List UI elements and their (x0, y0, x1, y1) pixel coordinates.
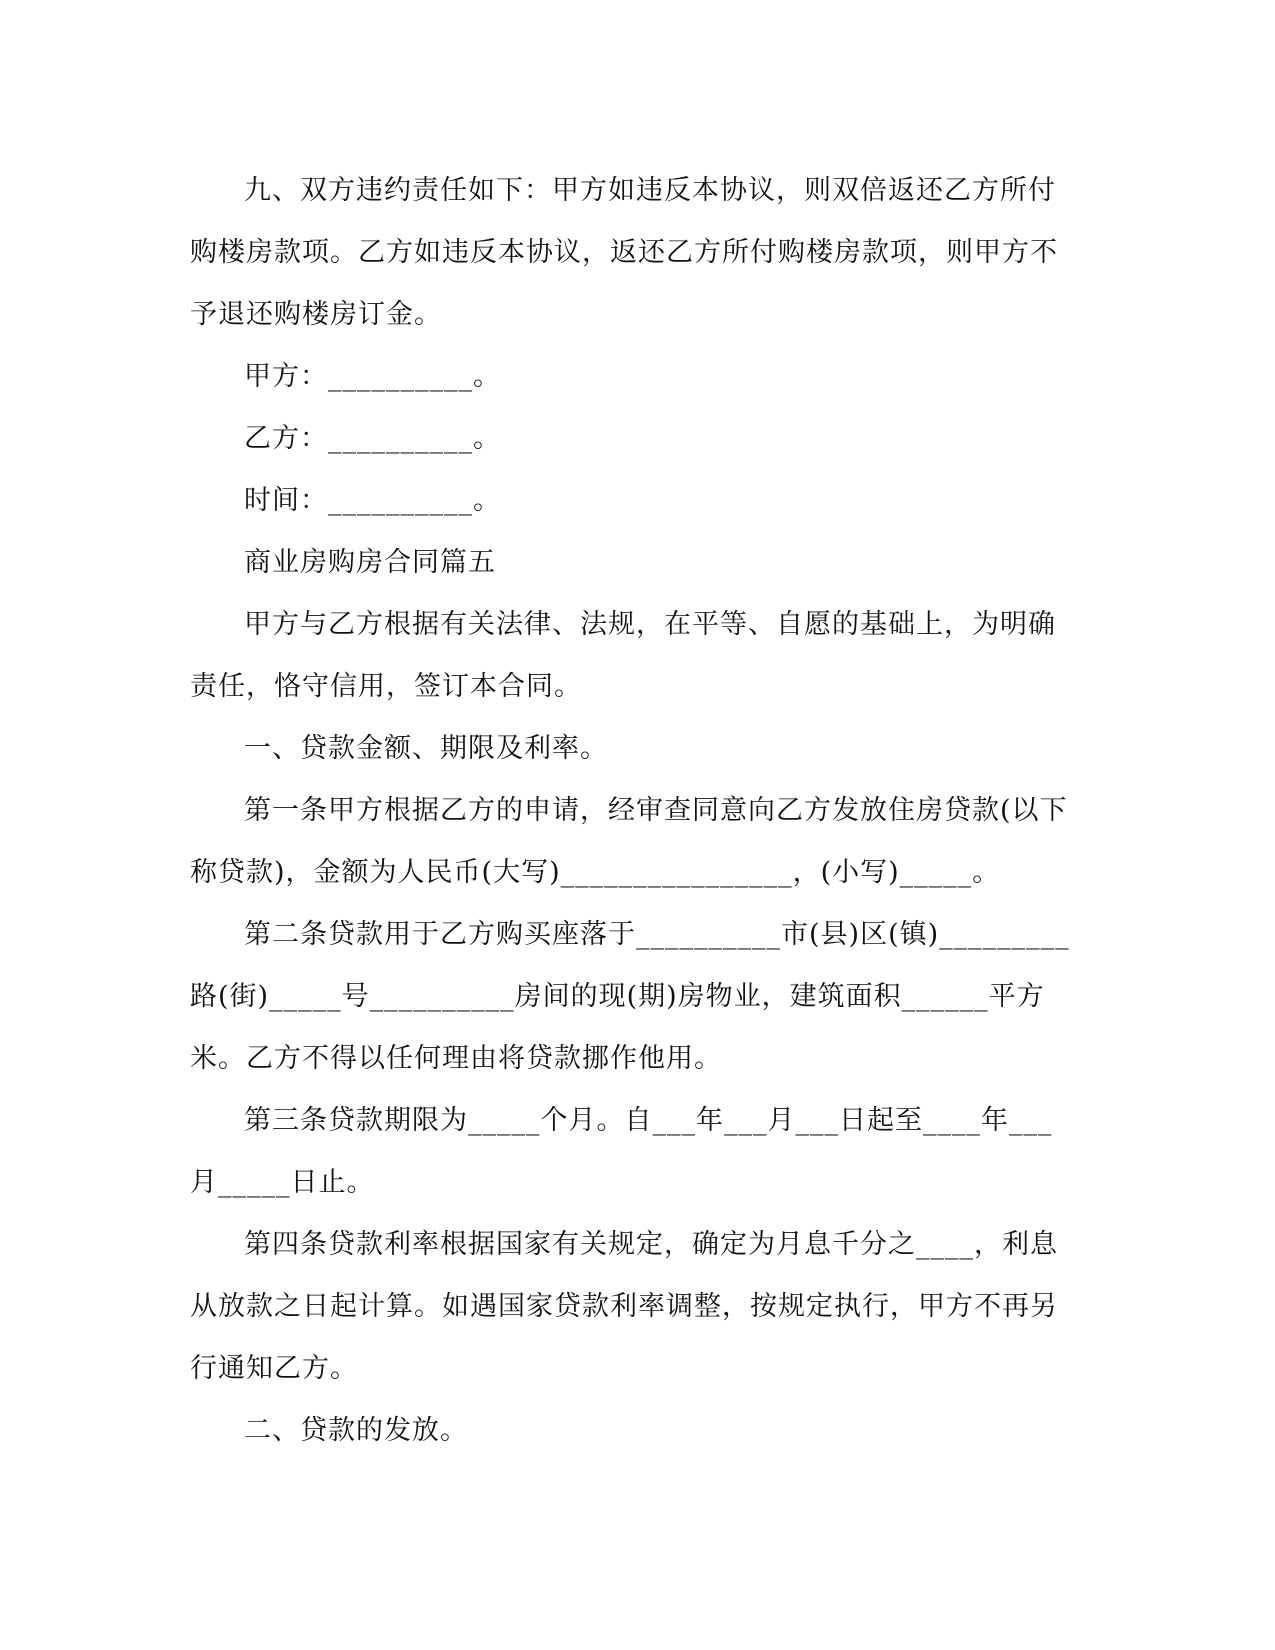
article-four: 第四条贷款利率根据国家有关规定，确定为月息千分之____，利息从放款之日起计算。如遇国家贷款利率调整，按规定执行，甲方不再另行通知乙方。 (190, 1229, 1058, 1384)
section-heading-loan-disbursement: 二、贷款的发放。 (244, 1415, 468, 1446)
party-b-signature-line: 乙方：__________。 (244, 423, 501, 454)
article-three: 第三条贷款期限为_____个月。自___年___月___日起至____年___月_____日止。 (190, 1105, 1053, 1198)
date-signature-line: 时间：__________。 (244, 485, 501, 516)
document-body (190, 160, 1070, 1462)
clause-nine-paragraph: 九、双方违约责任如下：甲方如违反本协议，则双倍返还乙方所付购楼房款项。乙方如违反本协议，返还乙方所付购楼房款项，则甲方不予退还购楼房订金。 (190, 175, 1058, 330)
party-a-signature-line: 甲方：__________。 (244, 361, 501, 392)
section-title: 商业房购房合同篇五 (244, 547, 496, 578)
contract-preamble: 甲方与乙方根据有关法律、法规，在平等、自愿的基础上，为明确责任，恪守信用，签订本合同。 (190, 609, 1056, 702)
section-heading-loan-amount: 一、贷款金额、期限及利率。 (244, 733, 608, 764)
article-two: 第二条贷款用于乙方购买座落于__________市(县)区(镇)_________路(街)_____号__________房间的现(期)房物业，建筑面积______平方米。乙方不得以任何理由将贷款挪作他用。 (190, 919, 1070, 1074)
article-one: 第一条甲方根据乙方的申请，经审查同意向乙方发放住房贷款(以下称贷款)，金额为人民币(大写)________________，(小写)_____。 (190, 795, 1068, 888)
